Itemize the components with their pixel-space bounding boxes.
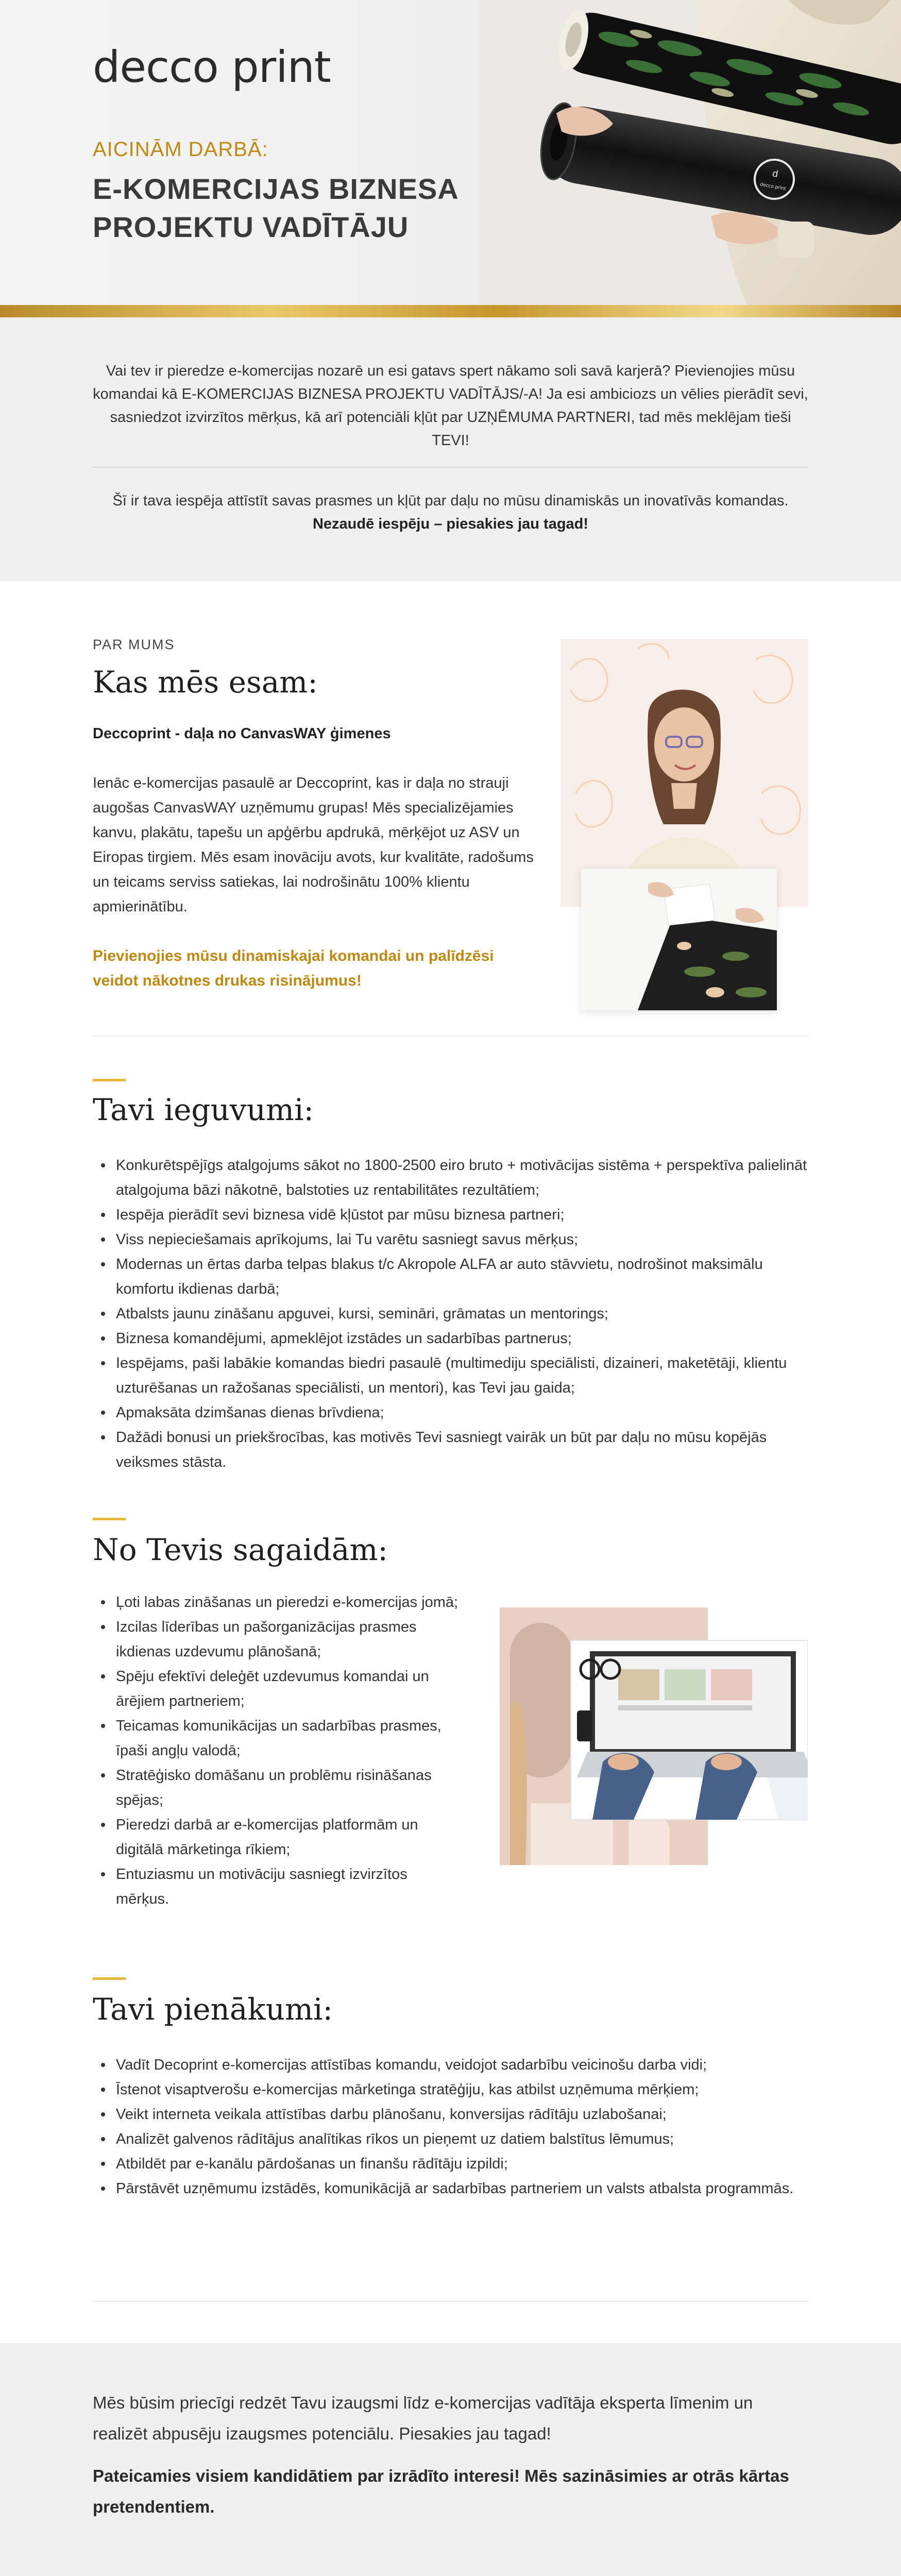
list-item: Viss nepieciešamais aprīkojums, lai Tu varētu sasniegt savus mērķus; [93, 1227, 814, 1252]
intro-paragraph: Vai tev ir pieredze e-komercijas nozarē un esi gatavs spert nākamo soli savā karjerā? Pievienojies mūsu komandai kā E-KOMERCIJAS BIZNESA PROJEKTU VADĪTĀJS/-A! Ja esi ambiciozs un vēlies pierādīt sevi, sasniedzot izvirzītos mērķus, kā arī potenciāli kļūt par UZŅĒMUMA PARTNERI, tad mēs meklējam tieši TEVI! [93, 363, 808, 449]
job-title-line2: PROJEKTU VADĪTĀJU [93, 211, 409, 243]
requirements-accent-dash [93, 1518, 126, 1520]
list-item: Pieredzi darbā ar e-komercijas platformām un digitālā mārketinga rīkiem; [93, 1812, 464, 1862]
intro-divider [93, 467, 808, 468]
team-member-photo [560, 639, 808, 907]
about-cta: Pievienojies mūsu dinamiskajai komandai un palīdzēsi veidot nākotnes drukas risinājumus! [93, 947, 494, 989]
intro-call-to-action [93, 489, 808, 536]
benefits-accent-dash [93, 1079, 126, 1081]
list-item: Teicamas komunikācijas un sadarbības prasmes, īpaši angļu valodā; [93, 1714, 464, 1763]
logo-text: decco print [93, 42, 331, 92]
duties-heading: Tavi pienākumi: [93, 1992, 333, 2027]
list-item: Konkurētspējīgs atalgojums sākot no 1800-2500 eiro bruto + motivācijas sistēma + perspektīva palielināt atalgojuma bāzi nākotnē, balstoties uz rentabilitātes rezultātiem; [93, 1153, 814, 1202]
benefits-list [93, 1153, 814, 1475]
hero-banner [0, 0, 901, 305]
list-item: Biznesa komandējumi, apmeklējot izstādes un sadarbības partnerus; [93, 1326, 814, 1351]
list-item: Stratēģisko domāšanu un problēmu risināšanas spējas; [93, 1763, 464, 1812]
section-divider [93, 2301, 808, 2302]
gold-divider-bar [0, 305, 901, 317]
closing-paragraph: Mēs būsim priecīgi redzēt Tavu izaugsmi līdz e-komercijas vadītāja eksperta līmenim un realizēt abpusēju izaugsmes potenciālu. Piesakies jau tagad! [93, 2393, 753, 2443]
list-item: Veikt interneta veikala attīstības darbu plānošanu, konversijas rādītāju uzlabošanai; [93, 2102, 814, 2127]
list-item: Ļoti labas zināšanas un pieredzi e-komercijas jomā; [93, 1590, 464, 1615]
team-member-illustration [560, 639, 808, 907]
list-item: Atbildēt par e-kanālu pārdošanas un finanšu rādītāju izpildi; [93, 2151, 814, 2176]
svg-text:d: d [771, 168, 779, 180]
intro-section [0, 317, 901, 581]
list-item: Pārstāvēt uzņēmumu izstādēs, komunikācijā ar sadarbības partneriem un valsts atbalsta programmās. [93, 2176, 814, 2201]
closing-section [0, 2343, 901, 2576]
print-sample-photo [581, 869, 777, 1010]
intro-cta-text: Šī ir tava iespēja attīstīt savas prasmes un kļūt par daļu no mūsu dinamiskās un inovatīvās komandas. [112, 493, 789, 509]
hero-photo-rolls [479, 0, 901, 305]
print-sample-illustration [581, 869, 777, 1010]
about-heading: Kas mēs esam: [93, 665, 318, 700]
list-item: Īstenot visaptverošu e-komercijas mārketinga stratēģiju, kas atbilst uzņēmuma mērķiem; [93, 2077, 814, 2102]
list-item: Apmaksāta dzimšanas dienas brīvdiena; [93, 1400, 814, 1425]
about-subheading: Deccoprint - daļa no CanvasWAY ģimenes [93, 725, 391, 742]
list-item: Izcilas līderības un pašorganizācijas prasmes ikdienas uzdevumu plānošanā; [93, 1615, 464, 1664]
list-item: Spēju efektīvi deleģēt uzdevumus komandai un ārējiem partneriem; [93, 1664, 464, 1714]
list-item: Analizēt galvenos rādītājus analītikas rīkos un pieņemt uz datiem balstītus lēmumus; [93, 2127, 814, 2151]
job-title-line1: E-KOMERCIJAS BIZNESA [93, 173, 459, 205]
job-title [93, 170, 505, 246]
deccoprint-logo[interactable] [93, 41, 331, 93]
hero-kicker: AICINĀM DARBĀ: [93, 138, 268, 161]
roll-logo-text: decco print [759, 182, 787, 192]
about-body: Ienāc e-komercijas pasaulē ar Deccoprint, kas ir daļa no strauji augošas CanvasWAY uzņēmumu grupas! Mēs specializējamies kanvu, plakātu, tapešu un apģērbu apdrukā, mērķējot uz ASV un Eiropas tirgiem. Mēs esam inovāciju avots, kur kvalitāte, radošums un teicams serviss satiekas, lai nodrošinātu 100% klientu apmierinātību. [93, 775, 534, 915]
list-item: Iespēja pierādīt sevi biznesa vidē kļūstot par mūsu biznesa partneri; [93, 1202, 814, 1227]
duties-accent-dash [93, 1977, 126, 1980]
list-item: Vadīt Decoprint e-komercijas attīstības komandu, veidojot sadarbību veicinošu darba vidi; [93, 2053, 814, 2077]
about-kicker: PAR MUMS [93, 637, 175, 652]
benefits-heading: Tavi ieguvumi: [93, 1092, 314, 1127]
office-photo-collage [500, 1607, 808, 1865]
list-item: Atbalsts jaunu zināšanu apguvei, kursi, semināri, grāmatas un mentorings; [93, 1301, 814, 1326]
requirements-list [93, 1590, 464, 1911]
list-item: Dažādi bonusi un priekšrocības, kas motivēs Tevi sasniegt vairāk un būt par daļu no mūsu kopējās veiksmes stāsta. [93, 1425, 814, 1475]
requirements-heading: No Tevis sagaidām: [93, 1532, 388, 1567]
list-item: Modernas un ērtas darba telpas blakus t/c Akropole ALFA ar auto stāvvietu, nodrošinot maksimālu komfortu ikdienas darbā; [93, 1252, 814, 1301]
list-item: Iespējams, paši labākie komandas biedri pasaulē (multimediju speciālisti, dizaineri, maketētāji, klientu uzturēšanas un ražošanas speciālisti, un mentori), kas Tevi jau gaida; [93, 1351, 814, 1400]
intro-cta-bold: Nezaudē iespēju – piesakies jau tagad! [312, 516, 589, 532]
section-divider [93, 1036, 808, 1037]
closing-thanks: Pateicamies visiem kandidātiem par izrādīto interesi! Mēs sazināsimies ar otrās kārtas pretendentiem. [93, 2466, 789, 2516]
office-collage-illustration [500, 1607, 808, 1865]
list-item: Entuziasmu un motivāciju sasniegt izvirzītos mērķus. [93, 1862, 464, 1911]
duties-list [93, 2053, 814, 2201]
